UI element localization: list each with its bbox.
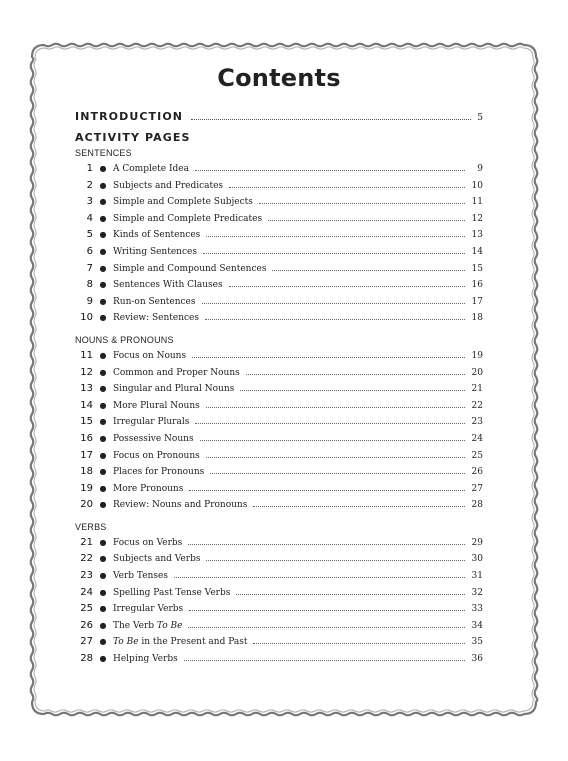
entry-title: Focus on Pronouns [113,450,200,461]
bullet-icon: ● [99,384,107,394]
entry-number: 24 [80,586,93,598]
dot-leader [206,407,465,408]
dot-leader [189,490,465,491]
entry-page-number: 12 [471,213,483,224]
entry-title [113,621,182,631]
entry-number: 16 [80,432,93,444]
entry-title: Helping Verbs [113,654,178,665]
bullet-icon: ● [99,571,107,581]
toc-entry[interactable] [75,163,483,180]
dot-leader [191,119,471,120]
toc-entry[interactable] [75,570,483,587]
entry-title: Simple and Compound Sentences [113,263,267,274]
entry-number: 13 [80,383,93,395]
entry-number: 20 [80,499,93,511]
toc-entry[interactable] [75,499,483,516]
entry-number: 11 [80,349,93,361]
toc-entry[interactable] [75,350,483,367]
entry-title: Irregular Verbs [113,604,184,615]
entry-page-number: 9 [477,164,483,174]
entry-title: Subjects and Verbs [113,554,201,565]
entry-title: Common and Proper Nouns [113,367,240,378]
toc-entry[interactable] [75,537,483,554]
dot-leader [268,220,465,221]
toc-entry[interactable] [75,483,483,500]
dot-leader [253,506,465,507]
toc-entry[interactable] [75,450,483,467]
dot-leader [259,203,465,204]
entry-number: 15 [80,416,93,428]
entry-title: Simple and Complete Subjects [113,197,253,208]
entry-number: 5 [86,229,93,241]
entry-number: 28 [80,653,93,665]
entry-title-part: in the Present and Past [138,637,248,648]
introduction-page-number: 5 [477,113,483,123]
dot-leader [206,560,465,561]
toc-entry[interactable] [75,587,483,604]
dot-leader [200,440,465,441]
section-heading: NOUNS & PRONOUNS [75,334,174,345]
entry-number: 23 [80,570,93,582]
entry-page-number: 24 [471,433,483,444]
entry-title: Writing Sentences [113,246,197,257]
entry-page-number: 26 [471,467,483,478]
entry-page-number: 17 [471,296,483,307]
entry-number: 19 [80,482,93,494]
entry-page-number: 23 [471,417,483,428]
entry-page-number: 15 [471,263,483,274]
dot-leader [210,473,465,474]
entry-page-number: 25 [471,450,483,461]
entry-title: A Complete Idea [113,164,189,174]
dot-leader [188,544,465,545]
toc-entry[interactable] [75,416,483,433]
entry-title-italic: To Be [156,620,183,631]
toc-entry[interactable] [75,312,483,329]
contents-page [75,64,483,670]
entry-page-number: 27 [471,483,483,494]
bullet-icon: ● [99,433,107,443]
entry-number: 22 [80,553,93,565]
bullet-icon: ● [99,637,107,647]
entry-number: 7 [86,262,93,274]
entry-number: 10 [80,312,93,324]
entry-title: Irregular Plurals [113,417,190,428]
entry-number: 14 [80,399,93,411]
entry-page-number: 16 [471,280,483,291]
dot-leader [195,423,465,424]
entry-title: Review: Nouns and Pronouns [113,500,248,511]
bullet-icon: ● [99,417,107,427]
bullet-icon: ● [99,280,107,290]
toc-entry[interactable] [75,620,483,637]
entry-number: 12 [80,366,93,378]
bullet-icon: ● [99,367,107,377]
section-gap [75,516,483,521]
entry-page-number: 10 [471,180,483,191]
entry-title: Verb Tenses [113,571,168,582]
dot-leader [206,457,465,458]
entry-page-number: 18 [471,313,483,324]
entry-number: 2 [86,179,93,191]
entry-page-number: 28 [471,500,483,511]
bullet-icon: ● [99,230,107,240]
bullet-icon: ● [99,400,107,410]
entry-number: 17 [80,449,93,461]
bullet-icon: ● [99,500,107,510]
bullet-icon: ● [99,164,107,173]
entry-page-number: 11 [471,197,483,208]
toc-sections [75,148,483,670]
entry-title-part: The Verb [113,620,157,631]
entry-title: Possessive Nouns [113,433,194,444]
page-title: Contents [217,64,341,92]
entry-number: 25 [80,603,93,615]
dot-leader [272,270,465,271]
bullet-icon: ● [99,213,107,223]
entry-number: 3 [86,196,93,208]
bullet-icon: ● [99,313,107,323]
toc-entry[interactable] [75,213,483,230]
bullet-icon: ● [99,604,107,614]
entry-number: 21 [80,536,93,548]
entry-number: 9 [86,295,93,307]
bullet-icon: ● [99,654,107,664]
entry-page-number: 36 [471,654,483,665]
toc-entry[interactable] [75,433,483,450]
entry-page-number: 34 [471,620,483,631]
toc-entry[interactable] [75,229,483,246]
dot-leader [195,170,465,171]
entry-number: 27 [80,636,93,648]
entry-page-number: 32 [471,587,483,598]
entry-page-number: 35 [471,637,483,648]
toc-entry[interactable] [75,400,483,417]
entry-title: Review: Sentences [113,313,200,324]
entry-page-number: 29 [471,537,483,548]
bullet-icon: ● [99,467,107,477]
toc-entry[interactable] [75,383,483,400]
entry-page-number: 13 [471,230,483,241]
toc-entry[interactable] [75,246,483,263]
dot-leader [184,660,465,661]
toc-entry[interactable] [75,279,483,296]
dot-leader [206,236,465,237]
toc-entry[interactable] [75,263,483,280]
entry-page-number: 33 [471,604,483,615]
section-gap [75,329,483,334]
entry-page-number: 20 [471,367,483,378]
entry-title: Places for Pronouns [113,467,205,478]
entry-title: More Plural Nouns [113,400,200,411]
entry-title [113,637,247,647]
entry-page-number: 19 [471,350,483,361]
toc-entry[interactable] [75,296,483,313]
entry-number: 8 [86,279,93,291]
dot-leader [192,357,465,358]
dot-leader [202,303,466,304]
dot-leader [253,643,465,644]
bullet-icon: ● [99,350,107,360]
bullet-icon: ● [99,554,107,564]
toc-entry[interactable] [75,180,483,197]
entry-number: 18 [80,466,93,478]
dot-leader [189,610,465,611]
bullet-icon: ● [99,537,107,547]
entry-title: Focus on Verbs [113,537,183,548]
entry-page-number: 14 [471,246,483,257]
bullet-icon: ● [99,246,107,256]
bullet-icon: ● [99,197,107,207]
toc-entry[interactable] [75,603,483,620]
bullet-icon: ● [99,296,107,306]
dot-leader [174,577,465,578]
entry-title: Singular and Plural Nouns [113,384,235,395]
entry-title: More Pronouns [113,483,184,494]
entry-number: 4 [86,212,93,224]
entry-title: Kinds of Sentences [113,230,201,241]
toc-entry[interactable] [75,367,483,384]
toc-entry[interactable] [75,553,483,570]
entry-title: Sentences With Clauses [113,280,223,291]
toc-entry-introduction[interactable] [75,110,483,127]
bullet-icon: ● [99,180,107,190]
bullet-icon: ● [99,263,107,273]
dot-leader [203,253,465,254]
entry-number: 26 [80,619,93,631]
entry-number: 1 [86,163,93,174]
bullet-icon: ● [99,483,107,493]
entry-title: Run-on Sentences [113,296,196,307]
bullet-icon: ● [99,450,107,460]
activity-pages-heading: ACTIVITY PAGES [75,131,191,144]
dot-leader [229,187,465,188]
entry-page-number: 30 [471,554,483,565]
dot-leader [205,319,465,320]
dot-leader [236,594,465,595]
introduction-label: INTRODUCTION [75,110,184,123]
entry-page-number: 21 [471,384,483,395]
entry-title: Spelling Past Tense Verbs [113,587,231,598]
bullet-icon: ● [99,620,107,630]
dot-leader [188,627,465,628]
toc-entry[interactable] [75,466,483,483]
toc-entry[interactable] [75,653,483,670]
entry-title: Subjects and Predicates [113,180,224,191]
entry-title: Simple and Complete Predicates [113,213,263,224]
entry-title: Focus on Nouns [113,350,187,361]
entry-number: 6 [86,245,93,257]
section-heading: SENTENCES [75,148,132,158]
bullet-icon: ● [99,587,107,597]
toc-entry[interactable] [75,196,483,213]
entry-page-number: 22 [471,400,483,411]
toc-entry[interactable] [75,636,483,653]
dot-leader [229,286,465,287]
entry-page-number: 31 [471,571,483,582]
entry-title-italic: To Be [113,637,139,648]
dot-leader [240,390,465,391]
dot-leader [246,374,465,375]
section-heading: VERBS [75,521,107,532]
